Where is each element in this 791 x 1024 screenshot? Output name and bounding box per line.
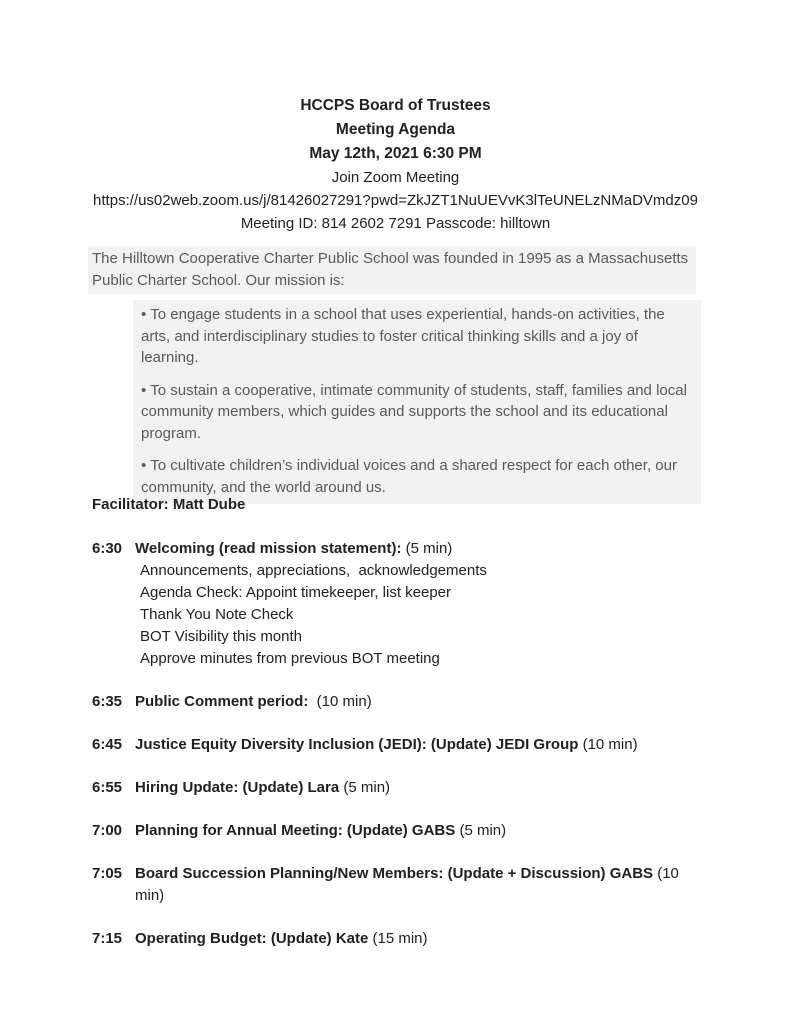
agenda-time: 6:35 — [92, 693, 123, 710]
mission-intro-paragraph: The Hilltown Cooperative Charter Public School was founded in 1995 as a Massachusetts Public Charter School. Our mission is: — [88, 246, 696, 294]
agenda-title: Board Succession Planning/New Members: (Update + Discussion) GABS — [135, 865, 654, 882]
mission-bullet — [141, 455, 691, 498]
bullet-glyph: • — [141, 381, 147, 399]
agenda-content — [135, 538, 712, 670]
agenda-list — [92, 538, 712, 971]
agenda-subitem: BOT Visibility this month — [140, 628, 303, 645]
facilitator-line: Facilitator: Matt Dube — [92, 496, 246, 513]
agenda-title: Justice Equity Diversity Inclusion (JEDI): (Update) JEDI Group — [135, 736, 579, 753]
zoom-meeting-url: https://us02web.zoom.us/j/81426027291?pwd=ZkJZT1NuUEVvK3lTeUNELzNMaDVmdz09 — [93, 192, 698, 209]
agenda-duration: (5 min) — [401, 540, 453, 557]
mission-bullet-list — [133, 300, 701, 504]
agenda-time: 6:55 — [92, 779, 123, 796]
agenda-subitems — [135, 560, 712, 670]
agenda-title-line — [135, 691, 712, 713]
agenda-time: 7:00 — [92, 822, 123, 839]
agenda-item — [92, 820, 712, 842]
agenda-duration: (5 min) — [339, 779, 391, 796]
join-zoom-label: Join Zoom Meeting — [331, 169, 460, 186]
agenda-content — [135, 777, 712, 799]
agenda-time: 6:45 — [92, 736, 123, 753]
agenda-duration: (10 min) — [135, 865, 684, 904]
agenda-title: Public Comment period: — [135, 693, 309, 710]
agenda-title: Welcoming (read mission statement): — [135, 540, 402, 557]
bullet-glyph: • — [141, 306, 147, 323]
agenda-subitem: Thank You Note Check — [140, 606, 294, 623]
mission-bullet — [141, 304, 691, 369]
mission-bullet-text: To cultivate children’s individual voices and a shared respect for each other, our community, and the world around us. — [141, 457, 677, 496]
agenda-subitem: Announcements, appreciations, acknowledgements — [140, 562, 487, 579]
agenda-title: Planning for Annual Meeting: (Update) GABS — [135, 822, 456, 839]
agenda-content — [135, 734, 712, 756]
agenda-title-line — [135, 734, 712, 756]
mission-bullet-text: To sustain a cooperative, intimate community of students, staff, families and local community members, which guides and supports the school and its educational program. — [141, 381, 687, 442]
agenda-title-line — [135, 928, 712, 950]
agenda-duration: (10 min) — [578, 736, 638, 753]
mission-bullet — [141, 380, 691, 445]
agenda-duration: (5 min) — [455, 822, 507, 839]
mission-bullet-text: To engage students in a school that uses experiential, hands-on activities, the arts, and interdisciplinary studies to foster critical thinking skills and a joy of learning. — [141, 306, 665, 366]
agenda-duration: (10 min) — [308, 693, 372, 710]
doc-title: HCCPS Board of Trustees — [300, 97, 491, 114]
agenda-title-line — [135, 777, 712, 799]
document-header — [0, 0, 791, 235]
doc-datetime: May 12th, 2021 6:30 PM — [309, 145, 482, 162]
agenda-duration: (15 min) — [368, 930, 428, 947]
agenda-subitem: Approve minutes from previous BOT meeting — [140, 650, 440, 667]
agenda-time: 6:30 — [92, 540, 123, 557]
agenda-item — [92, 538, 712, 670]
agenda-time: 7:15 — [92, 930, 123, 947]
agenda-content — [135, 691, 712, 713]
agenda-title: Hiring Update: (Update) Lara — [135, 779, 340, 796]
agenda-title-line — [135, 863, 712, 907]
agenda-item — [92, 928, 712, 950]
agenda-content — [135, 863, 712, 907]
agenda-content — [135, 928, 712, 950]
doc-subtitle: Meeting Agenda — [335, 121, 456, 138]
agenda-time: 7:05 — [92, 865, 123, 882]
agenda-item — [92, 777, 712, 799]
agenda-item — [92, 863, 712, 907]
agenda-item — [92, 734, 712, 756]
meeting-id-passcode: Meeting ID: 814 2602 7291 Passcode: hilltown — [240, 215, 551, 232]
agenda-title-line — [135, 538, 712, 560]
agenda-subitem: Agenda Check: Appoint timekeeper, list keeper — [140, 584, 452, 601]
bullet-glyph: • — [141, 457, 147, 474]
agenda-title: Operating Budget: (Update) Kate — [135, 930, 369, 947]
agenda-content — [135, 820, 712, 842]
agenda-item — [92, 691, 712, 713]
agenda-title-line — [135, 820, 712, 842]
